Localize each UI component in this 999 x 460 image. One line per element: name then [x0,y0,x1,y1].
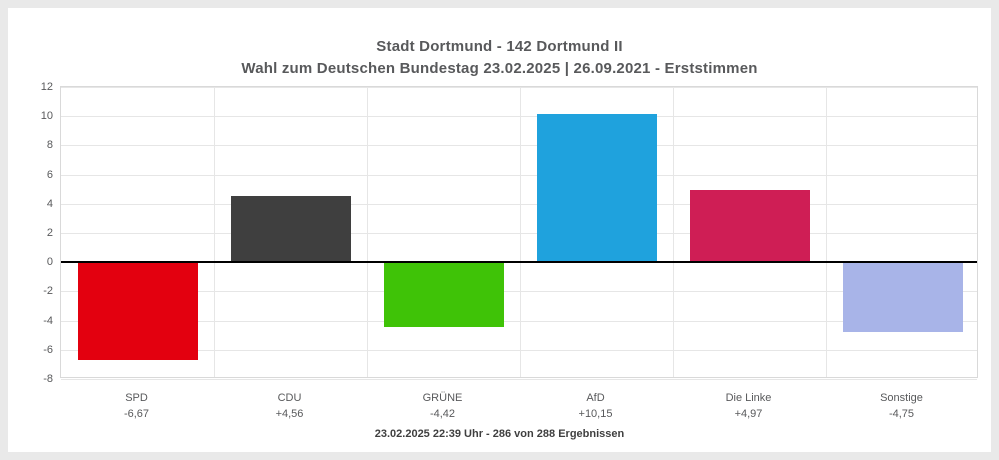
party-value: +4,97 [734,408,763,420]
y-axis-tick-label: 4 [46,197,53,210]
party-value: +10,15 [578,408,613,420]
party-name: Sonstige [880,392,923,404]
party-value: -6,67 [123,408,150,420]
bar-cdu[interactable] [231,196,351,263]
plot-canvas [40,81,978,385]
party-value: +4,56 [275,408,304,420]
gridline [61,291,977,292]
grid-vertical-line [367,87,368,377]
page-title: Stadt Dortmund - 142 Dortmund II [376,38,623,55]
y-axis-tick-label: -6 [43,343,53,356]
x-axis-label-group [519,390,672,422]
y-axis-tick-label: 8 [46,139,53,152]
gridline [61,233,977,234]
gridline [61,321,977,322]
y-axis-tick-label: -2 [43,285,53,298]
grid-vertical-line [214,87,215,377]
chart-card [8,8,991,452]
party-name: CDU [277,392,302,404]
bar-afd[interactable] [537,114,657,262]
gridline [61,379,977,380]
y-axis-tick-label: 6 [46,168,53,181]
bar-sonstige[interactable] [843,262,963,331]
party-value: -4,42 [429,408,456,420]
plot-area [40,81,978,385]
y-axis-tick-label: 2 [46,227,53,239]
gridline [61,175,977,176]
bar-grüne[interactable] [384,262,504,327]
bar-die-linke[interactable] [690,190,810,263]
gridline [61,145,977,146]
x-axis-label-group [213,390,366,422]
grid-vertical-line [826,87,827,377]
party-value: -4,75 [888,408,915,420]
x-axis-label-group [672,390,825,422]
y-axis-tick-label: 12 [40,81,53,93]
x-axis-labels [60,382,978,428]
gridline [61,204,977,205]
gridline [61,350,977,351]
party-name: GRÜNE [422,392,463,404]
gridline [61,87,977,88]
y-axis-tick-label: 0 [46,256,53,269]
x-axis-label-group [366,390,519,422]
y-axis-tick-label: 10 [40,110,53,123]
x-axis-label-group [825,390,978,422]
party-name: AfD [586,392,605,404]
grid-vertical-line [673,87,674,377]
y-axis-tick-label: -8 [43,373,53,385]
party-name: Die Linke [725,392,772,404]
grid-vertical-line [520,87,521,377]
gridline [61,116,977,117]
page-subtitle: Wahl zum Deutschen Bundestag 23.02.2025 | 26.09.2021 - Erststimmen [241,60,758,77]
x-axis-label-group [60,390,213,422]
party-name: SPD [125,392,148,404]
y-axis-tick-label: -4 [43,314,53,327]
zero-axis-line [61,261,977,263]
chart-titles [8,36,991,80]
bar-spd[interactable] [78,262,198,359]
status-text: 23.02.2025 22:39 Uhr - 286 von 288 Ergebnissen [374,428,625,440]
